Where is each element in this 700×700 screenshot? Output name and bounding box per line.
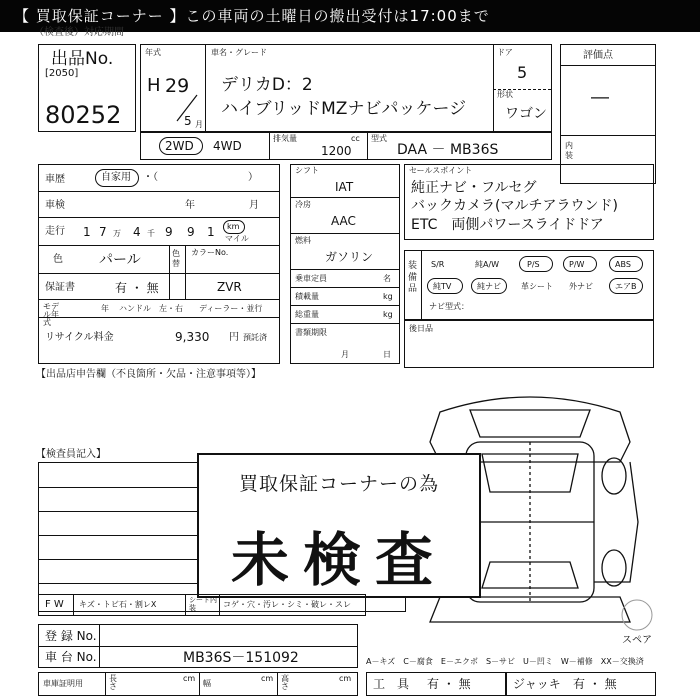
uninspected-stamp [197,453,481,598]
seat-label: シート内装 [189,596,217,612]
displacement-label: 排気量 [273,134,297,143]
documents-day: 日 [383,350,391,359]
equip-sr: S/R [431,260,445,269]
color-label: 色 [53,254,63,265]
color-change-label: 色替 [172,249,180,269]
doors-value: 5 [517,63,528,82]
equip-abs: ABS [615,260,631,269]
equip-aw: 純A/W [475,260,500,269]
recycle-unit: 円 [229,332,239,343]
year-era: H [147,75,161,96]
chassis-label: 車 台 No. [45,650,97,664]
model-year-year: 年 [101,304,109,313]
inspection-label: 車検 [45,200,65,211]
car-grade: ハイブリッドMZナビパッケージ [221,99,467,119]
rating-box [560,44,656,184]
ac-label: 冷房 [295,200,311,209]
warranty-label: 保証書 [45,282,75,293]
year-month-unit: 月 [195,120,203,129]
top-left-note: （検査後）対応期間 [34,27,124,38]
banner-notice: 【 買取保証コーナー 】この車両の土曜日の搬出受付は17:00まで [0,0,700,32]
mileage-sen: 千 [147,229,155,238]
equipment-box [404,250,654,320]
equip-leather: 革シート [521,282,553,291]
history-rest: ・（ ） [143,172,258,183]
recycle-note: 預託済 [243,333,267,342]
lot-number-box [38,44,136,132]
rating-label: 評価点 [583,50,613,61]
dim-width-unit: cm [261,674,274,683]
shape-value: ワゴン [505,106,547,122]
spare-label: スペア [622,635,652,646]
load-unit: kg [383,292,393,301]
equip-tv: 純TV [433,282,452,291]
color-code-label: カラーNo. [191,248,229,257]
equipment-label: 装備品 [408,261,418,295]
damage-legend: A－キズ C－腐食 E－エクボ S－サビ U－凹ミ W－補修 XX－交換済 [366,657,644,666]
year-label: 年式 [145,48,161,57]
year-month: 5 [184,114,192,128]
mileage-label: 走行 [45,226,65,237]
jack-box [506,672,656,696]
tools-label: 工 具 [373,677,410,691]
equip-nav: 純ナビ [477,282,501,291]
mileage-digit-1: 1 [83,225,91,239]
mileage-digit-6: 1 [207,225,215,239]
rating-value: ― [591,87,609,108]
capacity-label: 乗車定員 [295,274,327,283]
recycle-value: 9,330 [175,330,210,344]
registration-label: 登 録 No. [45,629,97,643]
dim-length-label: 長さ [109,674,117,691]
stamp-subtitle: 買取保証コーナーの為 [238,473,439,495]
fw-label: F W [45,599,64,610]
lot-label: 出品No. [51,49,114,69]
model-code-value: DAA － MB36S [397,142,499,158]
displacement-value: 1200 [321,144,352,158]
model-year-handle: ハンドル 左・右 [119,304,183,313]
equip-pw: P/W [569,260,585,269]
lot-number: 80252 [45,101,122,129]
sales-point-3: ETC 両側パワースライドドア [411,217,604,233]
gross-weight-label: 総重量 [295,310,319,319]
jack-label: ジャッキ [513,677,561,691]
recycle-label: リサイクル料金 [45,332,114,343]
load-label: 積載量 [295,292,319,301]
jack-value: 有 ・ 無 [573,677,617,691]
ac-value: AAC [331,214,356,228]
color-value: パール [99,252,141,268]
warranty-value: 有 ・ 無 [115,281,159,295]
equip-airbag: エアB [615,282,637,291]
sales-points-label: セールスポイント [409,166,473,175]
sales-point-2: バックカメラ(マルチアラウンド) [411,198,618,214]
fw-text: キズ・トビ石・割レX [79,600,157,609]
lot-id-small: [2050] [45,68,79,79]
mileage-unit-mile: マイル [225,234,249,243]
doors-label: ドア [497,48,513,57]
after-sale-box [404,320,654,368]
shape-label: 形状 [497,90,513,99]
model-year-dealer: ディーラー・並行 [199,304,263,313]
mileage-man: 万 [113,229,121,238]
inspector-label: 【検査員記入】 [36,449,106,460]
shift-value: IAT [335,180,354,194]
mileage-digit-5: 9 [187,225,195,239]
dim-height-unit: cm [339,674,352,683]
history-value: 自家用 [101,172,131,183]
nav-model-label: ナビ型式： [429,302,469,311]
dim-length-unit: cm [183,674,196,683]
equip-ext-nav: 外ナビ [569,282,593,291]
tools-box [366,672,506,696]
auction-sheet [0,27,700,700]
seat-text: コゲ・穴・汚レ・シミ・破レ・スレ [223,600,351,609]
fw-row [38,594,366,616]
documents-month: 月 [341,350,349,359]
mileage-digit-2: 7 [99,225,107,239]
fuel-value: ガソリン [325,250,374,264]
seller-notes-label: 【出品店申告欄（不良箇所・欠品・注意事項等）】 [36,369,261,380]
inspection-month: 月 [249,200,259,211]
model-year-label: モデル年式 [43,302,59,327]
after-sale-label: 後日品 [409,324,433,333]
dim-width-label: 幅 [203,679,211,688]
chassis-value: MB36S－151092 [183,650,299,666]
drive-row [140,132,552,160]
sales-points-box [404,164,654,240]
registration-box [38,624,358,668]
history-label: 車歴 [45,174,65,185]
documents-label: 書類期限 [295,328,327,337]
gross-weight-unit: kg [383,310,393,319]
capacity-unit: 名 [383,274,391,283]
garage-label: 車庫証明用 [43,679,83,688]
garage-dims-box [38,672,358,696]
color-code: ZVR [217,280,242,294]
drive-option-4wd: 4WD [213,139,242,153]
mileage-digit-3: 4 [133,225,141,239]
sales-point-1: 純正ナビ・フルセグ [411,180,537,196]
stamp-main-text: 未検査 [230,526,447,594]
car-name-label: 車名・グレード [211,48,267,57]
spec-table-middle [290,164,400,364]
shift-label: シフト [295,166,319,175]
vehicle-header-box [140,44,552,132]
car-model: デリカD：2 [221,75,313,95]
model-code-label: 型式 [371,134,387,143]
spec-table-left [38,164,280,364]
year-value: 29 [165,75,190,97]
displacement-unit: cc [351,134,360,143]
tools-value: 有 ・ 無 [427,677,471,691]
fuel-label: 燃料 [295,236,311,245]
drive-option-2wd: 2WD [165,139,194,153]
dim-height-label: 高さ [281,674,289,691]
mileage-digit-4: 9 [165,225,173,239]
spare-tire-icon [620,598,654,632]
equip-ps: P/S [527,260,540,269]
mileage-unit-km: km [227,222,240,231]
interior-label: 内装 [565,141,573,160]
inspection-year: 年 [185,200,195,211]
